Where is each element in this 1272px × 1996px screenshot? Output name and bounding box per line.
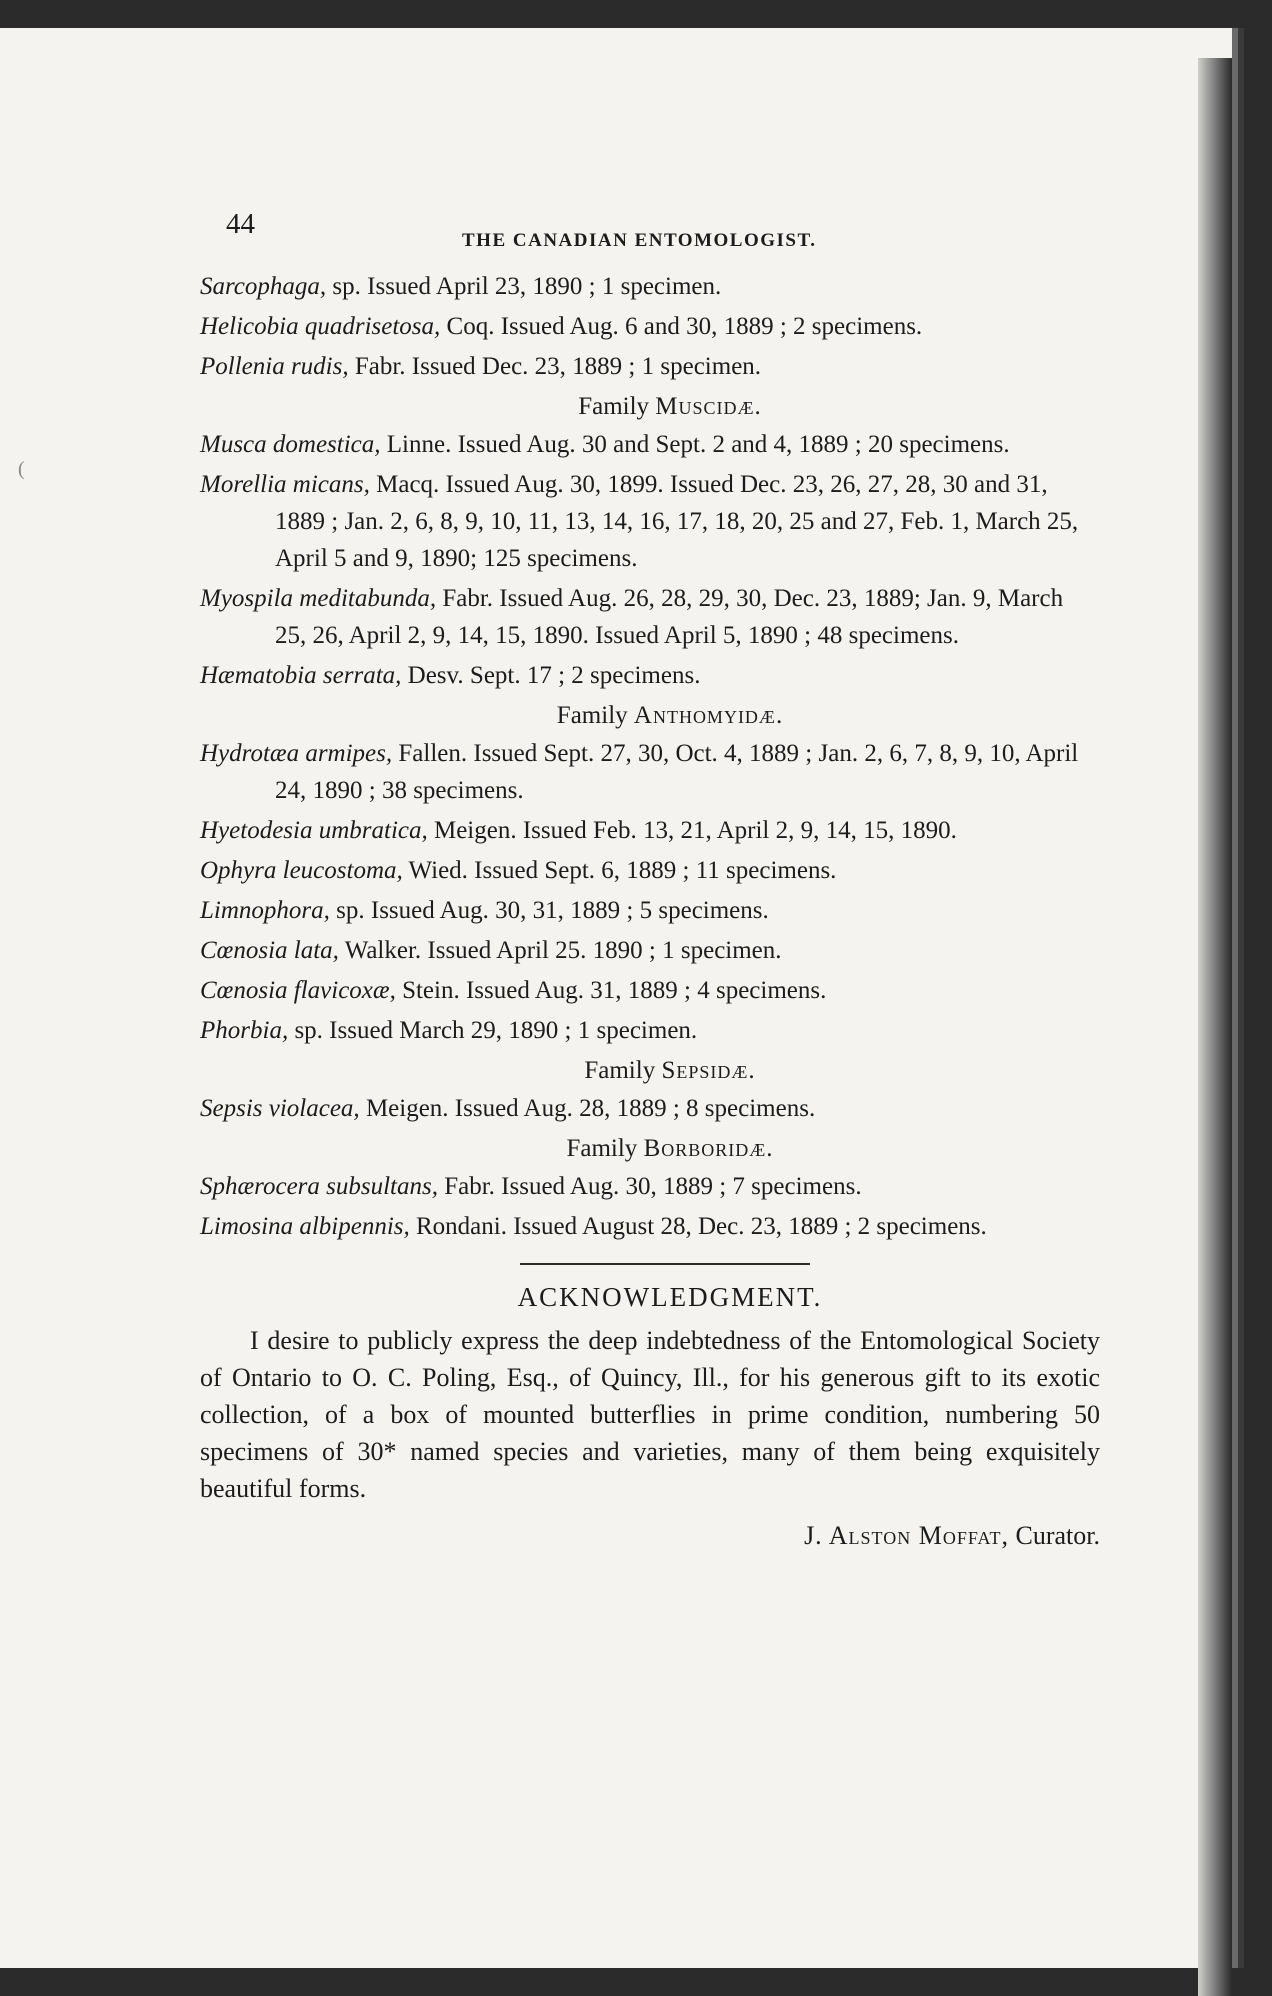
issue-details: Fabr. Issued Aug. 26, 28, 29, 30, Dec. 23, 1889; Jan. 9, March 25, 26, April 2, 9, 14, 15, 1890. Issued April 5, 1890 ; 48 specimens. [275,585,1064,649]
signature-name: J. Alston Moffat, [804,1521,1009,1550]
issue-details: Meigen. Issued Aug. 28, 1889 ; 8 specimens. [359,1095,816,1122]
species-name: Cœnosia lata, [200,937,339,964]
family-prefix: Family [584,1057,662,1084]
issue-details: Wied. Issued Sept. 6, 1889 ; 11 specimens. [402,857,837,884]
specimen-entry [200,268,1100,305]
species-name: Helicobia quadrisetosa, [200,313,441,340]
species-name: Sphærocera subsultans, [200,1173,438,1200]
document-page [0,28,1232,1968]
acknowledgment-heading: ACKNOWLEDGMENT. [517,1282,823,1312]
issue-details: Fallen. Issued Sept. 27, 30, Oct. 4, 1889 ; Jan. 2, 6, 7, 8, 9, 10, April 24, 1890 ; 38 specimens. [275,740,1079,804]
issue-details: Meigen. Issued Feb. 13, 21, April 2, 9, 14, 15, 1890. [427,817,957,844]
issue-details: Fabr. Issued Aug. 30, 1889 ; 7 specimens. [437,1173,862,1200]
family-name: Muscidæ. [655,393,762,420]
species-name: Pollenia rudis, [200,353,349,380]
specimen-entry [200,580,1100,654]
specimen-entry [200,308,1100,345]
family-prefix: Family [566,1135,644,1162]
family-name: Sepsidæ. [661,1057,756,1084]
issue-details: sp. Issued March 29, 1890 ; 1 specimen. [288,1017,698,1044]
species-name: Sarcophaga, [200,273,327,300]
species-name: Cœnosia flavicoxæ, [200,977,396,1004]
species-name: Limnophora, [200,897,330,924]
page-header [200,206,1100,266]
specimen-entry [200,972,1100,1009]
species-name: Sepsis violacea, [200,1095,360,1122]
page-number: 44 [226,208,255,240]
family-prefix: Family [578,393,656,420]
page-binding-edge [1198,58,1232,1996]
family-name: Anthomyidæ. [633,702,784,729]
signature-title: Curator. [1009,1521,1100,1550]
family-heading [200,697,1100,734]
specimen-entry [200,1168,1100,1205]
issue-details: Macq. Issued Aug. 30, 1899. Issued Dec. 23, 26, 27, 28, 30 and 31, 1889 ; Jan. 2, 6, 8, 9, 10, 11, 13, 14, 16, 17, 18, 20, 25 and 27, Feb. 1, March 25, April 5 and 9, 1890; 125 specimens. [275,471,1079,572]
species-name: Hydrotæa armipes, [200,740,393,767]
page-content [200,206,1100,1554]
signature [200,1517,1100,1554]
specimen-entry [200,348,1100,385]
margin-mark: ( [18,458,25,480]
specimen-entry [200,1208,1100,1245]
specimen-entry [200,852,1100,889]
specimen-entry [200,812,1100,849]
running-title: THE CANADIAN ENTOMOLOGIST. [462,230,817,251]
species-name: Ophyra leucostoma, [200,857,403,884]
issue-details: Rondani. Issued August 28, Dec. 23, 1889 ; 2 specimens. [409,1213,987,1240]
family-heading [200,1130,1100,1167]
specimen-entry [200,1012,1100,1049]
specimen-entry [200,735,1100,809]
issue-details: Walker. Issued April 25. 1890 ; 1 specimen. [338,937,782,964]
specimen-entry [200,657,1100,694]
specimen-entry [200,1090,1100,1127]
specimen-entry [200,932,1100,969]
issue-details: Stein. Issued Aug. 31, 1889 ; 4 specimens. [395,977,827,1004]
species-name: Limosina albipennis, [200,1213,410,1240]
species-name: Hyetodesia umbratica, [200,817,428,844]
family-name: Borboridæ. [643,1135,774,1162]
issue-details: sp. Issued April 23, 1890 ; 1 specimen. [326,273,722,300]
issue-details: Linne. Issued Aug. 30 and Sept. 2 and 4, 1889 ; 20 specimens. [380,431,1010,458]
specimen-list [200,268,1100,1245]
issue-details: sp. Issued Aug. 30, 31, 1889 ; 5 specimens. [329,897,769,924]
specimen-entry [200,892,1100,929]
specimen-entry [200,466,1100,577]
family-heading [200,388,1100,425]
issue-details: Desv. Sept. 17 ; 2 specimens. [401,662,701,689]
family-heading [200,1052,1100,1089]
family-prefix: Family [556,702,634,729]
specimen-entry [200,426,1100,463]
species-name: Hæmatobia serrata, [200,662,402,689]
species-name: Morellia micans, [200,471,370,498]
species-name: Myospila meditabunda, [200,585,437,612]
section-divider [520,1263,810,1265]
issue-details: Fabr. Issued Dec. 23, 1889 ; 1 specimen. [348,353,762,380]
species-name: Musca domestica, [200,431,381,458]
species-name: Phorbia, [200,1017,289,1044]
issue-details: Coq. Issued Aug. 6 and 30, 1889 ; 2 specimens. [440,313,923,340]
acknowledgment-body: I desire to publicly express the deep indebtedness of the Entomological Society of Ontario to O. C. Poling, Esq., of Quincy, Ill., for his generous gift to its exotic collection, of a box of mounted butterflies in prime condition, numbering 50 specimens of 30* named species and varieties, many of them being exquisitely beautiful forms. [200,1326,1100,1503]
